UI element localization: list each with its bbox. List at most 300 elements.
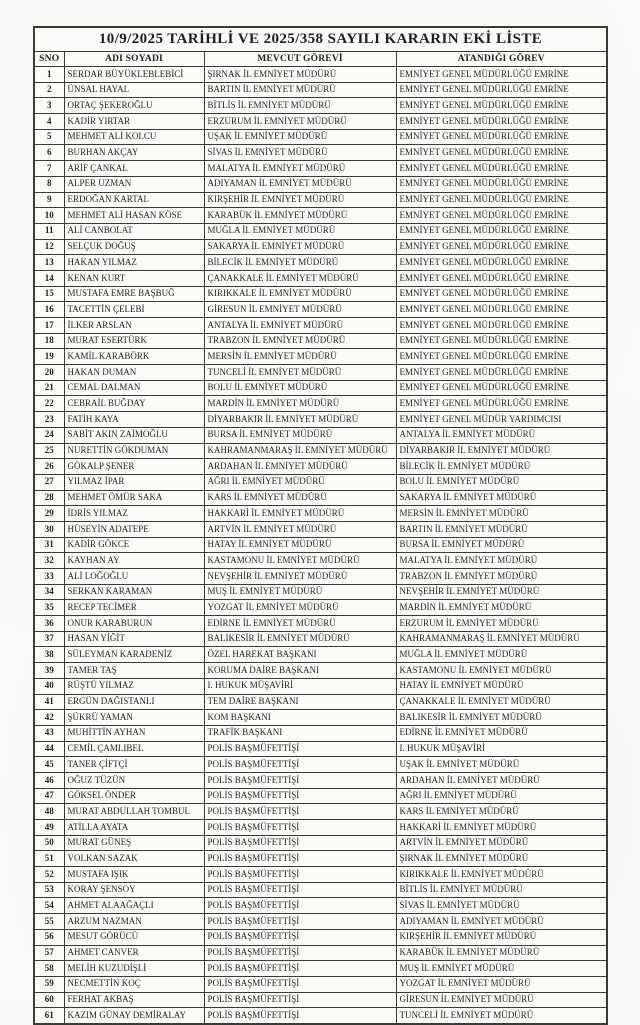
row-sno: 17 (34, 318, 64, 334)
row-sno: 30 (34, 521, 64, 537)
row-assigned-duty: ANTALYA İL EMNİYET MÜDÜRÜ (396, 427, 607, 443)
row-sno: 24 (34, 427, 64, 443)
row-sno: 46 (34, 772, 64, 788)
row-current-duty: MALATYA İL EMNİYET MÜDÜRÜ (204, 161, 396, 177)
row-name: CEMAL DALMAN (64, 380, 204, 396)
row-sno: 19 (34, 349, 64, 365)
row-current-duty: ERZURUM İL EMNİYET MÜDÜRÜ (204, 114, 396, 130)
row-assigned-duty: MALATYA İL EMNİYET MÜDÜRÜ (396, 553, 607, 569)
row-assigned-duty: EDİRNE İL EMNİYET MÜDÜRÜ (396, 725, 607, 741)
row-sno: 60 (34, 992, 64, 1008)
table-row (34, 741, 607, 757)
table-row (34, 882, 607, 898)
row-name: ÜNSAL HAYAL (64, 82, 204, 98)
row-current-duty: POLİS BAŞMÜFETTİŞİ (204, 741, 396, 757)
row-current-duty: BİLECİK İL EMNİYET MÜDÜRÜ (204, 255, 396, 271)
table-row (34, 804, 607, 820)
row-current-duty: POLİS BAŞMÜFETTİŞİ (204, 804, 396, 820)
table-row (34, 757, 607, 773)
row-current-duty: POLİS BAŞMÜFETTİŞİ (204, 820, 396, 836)
row-name: SERKAN KARAMAN (64, 584, 204, 600)
row-sno: 40 (34, 678, 64, 694)
table-row (34, 380, 607, 396)
row-assigned-duty: KAHRAMANMARAŞ İL EMNİYET MÜDÜRÜ (396, 631, 607, 647)
row-sno: 1 (34, 67, 64, 83)
header-row (34, 52, 607, 67)
row-current-duty: UŞAK İL EMNİYET MÜDÜRÜ (204, 129, 396, 145)
row-current-duty: SAKARYA İL EMNİYET MÜDÜRÜ (204, 239, 396, 255)
row-assigned-duty: BOLU İL EMNİYET MÜDÜRÜ (396, 474, 607, 490)
row-sno: 9 (34, 192, 64, 208)
title-row (34, 27, 607, 52)
row-sno: 35 (34, 600, 64, 616)
row-current-duty: DİYARBAKIR İL EMNİYET MÜDÜRÜ (204, 412, 396, 428)
row-sno: 4 (34, 114, 64, 130)
row-current-duty: AĞRI İL EMNİYET MÜDÜRÜ (204, 474, 396, 490)
table-row (34, 725, 607, 741)
table-row (34, 867, 607, 883)
row-current-duty: ADIYAMAN İL EMNİYET MÜDÜRÜ (204, 176, 396, 192)
row-name: KADİR GÖKCE (64, 537, 204, 553)
row-name: ALİ LOĞOĞLU (64, 569, 204, 585)
row-sno: 58 (34, 961, 64, 977)
table-row (34, 412, 607, 428)
row-name: ARZUM NAZMAN (64, 914, 204, 930)
row-current-duty: KAHRAMANMARAŞ İL EMNİYET MÜDÜRÜ (204, 443, 396, 459)
table-row (34, 820, 607, 836)
row-current-duty: GİRESUN İL EMNİYET MÜDÜRÜ (204, 302, 396, 318)
row-current-duty: HATAY İL EMNİYET MÜDÜRÜ (204, 537, 396, 553)
row-assigned-duty: NEVŞEHİR İL EMNİYET MÜDÜRÜ (396, 584, 607, 600)
row-sno: 3 (34, 98, 64, 114)
row-assigned-duty: BARTIN İL EMNİYET MÜDÜRÜ (396, 521, 607, 537)
table-row (34, 145, 607, 161)
table-row (34, 443, 607, 459)
row-sno: 8 (34, 176, 64, 192)
row-name: TANER ÇİFTÇİ (64, 757, 204, 773)
row-sno: 53 (34, 882, 64, 898)
table-row (34, 851, 607, 867)
table-row (34, 631, 607, 647)
row-sno: 20 (34, 365, 64, 381)
row-name: ORTAÇ ŞEKEROĞLU (64, 98, 204, 114)
row-sno: 33 (34, 569, 64, 585)
row-name: BURHAN AKÇAY (64, 145, 204, 161)
row-name: RÜŞTÜ YILMAZ (64, 678, 204, 694)
row-current-duty: POLİS BAŞMÜFETTİŞİ (204, 976, 396, 992)
row-assigned-duty: MUĞLA İL EMNİYET MÜDÜRÜ (396, 647, 607, 663)
row-assigned-duty: DİYARBAKIR İL EMNİYET MÜDÜRÜ (396, 443, 607, 459)
row-sno: 41 (34, 694, 64, 710)
row-current-duty: POLİS BAŞMÜFETTİŞİ (204, 867, 396, 883)
table-row (34, 129, 607, 145)
table-row (34, 192, 607, 208)
row-sno: 7 (34, 161, 64, 177)
row-sno: 26 (34, 459, 64, 475)
row-assigned-duty: EMNİYET GENEL MÜDÜRLÜĞÜ EMRİNE (396, 396, 607, 412)
row-name: OĞUZ TÜZÜN (64, 772, 204, 788)
row-current-duty: BURSA İL EMNİYET MÜDÜRÜ (204, 427, 396, 443)
row-current-duty: EDİRNE İL EMNİYET MÜDÜRÜ (204, 616, 396, 632)
row-name: ATİLLA AYATA (64, 820, 204, 836)
row-name: KORAY ŞENSOY (64, 882, 204, 898)
row-sno: 32 (34, 553, 64, 569)
row-name: MURAT GÜNEŞ (64, 835, 204, 851)
row-current-duty: POLİS BAŞMÜFETTİŞİ (204, 914, 396, 930)
row-assigned-duty: EMNİYET GENEL MÜDÜRLÜĞÜ EMRİNE (396, 318, 607, 334)
row-name: SERDAR BÜYÜKLEBLEBİCİ (64, 67, 204, 83)
row-assigned-duty: KARS İL EMNİYET MÜDÜRÜ (396, 804, 607, 820)
row-current-duty: MARDİN İL EMNİYET MÜDÜRÜ (204, 396, 396, 412)
row-sno: 11 (34, 223, 64, 239)
column-header-sno: SNO (34, 52, 64, 67)
row-current-duty: KOM BAŞKANI (204, 710, 396, 726)
row-sno: 42 (34, 710, 64, 726)
row-name: TACETTİN ÇELEBİ (64, 302, 204, 318)
row-name: YILMAZ İPAR (64, 474, 204, 490)
row-name: MURAT ESERTÜRK (64, 333, 204, 349)
row-assigned-duty: GİRESUN İL EMNİYET MÜDÜRÜ (396, 992, 607, 1008)
row-name: VOLKAN SAZAK (64, 851, 204, 867)
row-name: ARİF ÇANKAL (64, 161, 204, 177)
row-name: KENAN KURT (64, 270, 204, 286)
row-current-duty: POLİS BAŞMÜFETTİŞİ (204, 992, 396, 1008)
row-current-duty: POLİS BAŞMÜFETTİŞİ (204, 788, 396, 804)
row-name: HAKAN YILMAZ (64, 255, 204, 271)
row-current-duty: BARTIN İL EMNİYET MÜDÜRÜ (204, 82, 396, 98)
table-row (34, 506, 607, 522)
row-assigned-duty: EMNİYET GENEL MÜDÜR YARDIMCISI (396, 412, 607, 428)
row-assigned-duty: ARTVİN İL EMNİYET MÜDÜRÜ (396, 835, 607, 851)
row-sno: 28 (34, 490, 64, 506)
row-current-duty: ANTALYA İL EMNİYET MÜDÜRÜ (204, 318, 396, 334)
row-current-duty: BİTLİS İL EMNİYET MÜDÜRÜ (204, 98, 396, 114)
row-current-duty: POLİS BAŞMÜFETTİŞİ (204, 929, 396, 945)
row-assigned-duty: EMNİYET GENEL MÜDÜRLÜĞÜ EMRİNE (396, 208, 607, 224)
row-name: KAMİL KARABÖRK (64, 349, 204, 365)
row-sno: 52 (34, 867, 64, 883)
table-row (34, 82, 607, 98)
row-assigned-duty: EMNİYET GENEL MÜDÜRLÜĞÜ EMRİNE (396, 255, 607, 271)
table-row (34, 945, 607, 961)
row-name: MEHMET ÖMÜR SAKA (64, 490, 204, 506)
table-row (34, 318, 607, 334)
row-name: MUHİTTİN AYHAN (64, 725, 204, 741)
row-current-duty: POLİS BAŞMÜFETTİŞİ (204, 835, 396, 851)
row-assigned-duty: BALIKESİR İL EMNİYET MÜDÜRÜ (396, 710, 607, 726)
row-assigned-duty: EMNİYET GENEL MÜDÜRLÜĞÜ EMRİNE (396, 239, 607, 255)
row-assigned-duty: YOZGAT İL EMNİYET MÜDÜRÜ (396, 976, 607, 992)
row-assigned-duty: EMNİYET GENEL MÜDÜRLÜĞÜ EMRİNE (396, 161, 607, 177)
assignment-table-body (34, 67, 607, 1024)
row-current-duty: POLİS BAŞMÜFETTİŞİ (204, 757, 396, 773)
row-current-duty: TRABZON İL EMNİYET MÜDÜRÜ (204, 333, 396, 349)
column-header-name: ADI SOYADI (64, 52, 204, 67)
row-sno: 18 (34, 333, 64, 349)
row-sno: 44 (34, 741, 64, 757)
row-sno: 22 (34, 396, 64, 412)
row-assigned-duty: TRABZON İL EMNİYET MÜDÜRÜ (396, 569, 607, 585)
table-row (34, 270, 607, 286)
row-assigned-duty: EMNİYET GENEL MÜDÜRLÜĞÜ EMRİNE (396, 380, 607, 396)
row-assigned-duty: UŞAK İL EMNİYET MÜDÜRÜ (396, 757, 607, 773)
row-name: MEHMET ALİ KOLCU (64, 129, 204, 145)
column-header-assigned-duty: ATANDIĞI GÖREV (396, 52, 607, 67)
row-name: FERHAT AKBAŞ (64, 992, 204, 1008)
row-name: HASAN YİĞİT (64, 631, 204, 647)
row-assigned-duty: MARDİN İL EMNİYET MÜDÜRÜ (396, 600, 607, 616)
row-assigned-duty: MERSİN İL EMNİYET MÜDÜRÜ (396, 506, 607, 522)
row-name: ALPER UZMAN (64, 176, 204, 192)
table-row (34, 474, 607, 490)
assignment-table (33, 26, 608, 1025)
row-current-duty: BOLU İL EMNİYET MÜDÜRÜ (204, 380, 396, 396)
row-sno: 36 (34, 616, 64, 632)
row-name: NECMETTİN KOÇ (64, 976, 204, 992)
table-row (34, 914, 607, 930)
table-row (34, 365, 607, 381)
row-current-duty: TRAFİK BAŞKANI (204, 725, 396, 741)
table-row (34, 176, 607, 192)
table-row (34, 600, 607, 616)
row-current-duty: MERSİN İL EMNİYET MÜDÜRÜ (204, 349, 396, 365)
row-assigned-duty: MUŞ İL EMNİYET MÜDÜRÜ (396, 961, 607, 977)
document-title: 10/9/2025 TARİHLİ VE 2025/358 SAYILI KARARIN EKİ LİSTE (34, 27, 607, 52)
row-sno: 45 (34, 757, 64, 773)
row-sno: 49 (34, 820, 64, 836)
row-assigned-duty: HATAY İL EMNİYET MÜDÜRÜ (396, 678, 607, 694)
table-row (34, 992, 607, 1008)
table-row (34, 208, 607, 224)
table-row (34, 161, 607, 177)
table-row (34, 521, 607, 537)
row-sno: 57 (34, 945, 64, 961)
table-row (34, 1008, 607, 1024)
row-current-duty: HAKKARİ İL EMNİYET MÜDÜRÜ (204, 506, 396, 522)
row-sno: 31 (34, 537, 64, 553)
row-current-duty: ÇANAKKALE İL EMNİYET MÜDÜRÜ (204, 270, 396, 286)
row-assigned-duty: EMNİYET GENEL MÜDÜRLÜĞÜ EMRİNE (396, 333, 607, 349)
table-row (34, 349, 607, 365)
row-sno: 13 (34, 255, 64, 271)
row-assigned-duty: EMNİYET GENEL MÜDÜRLÜĞÜ EMRİNE (396, 286, 607, 302)
table-row (34, 333, 607, 349)
row-sno: 2 (34, 82, 64, 98)
row-assigned-duty: HAKKARİ İL EMNİYET MÜDÜRÜ (396, 820, 607, 836)
row-current-duty: MUŞ İL EMNİYET MÜDÜRÜ (204, 584, 396, 600)
row-assigned-duty: KIRŞEHİR İL EMNİYET MÜDÜRÜ (396, 929, 607, 945)
table-row (34, 427, 607, 443)
row-name: GÖKALP ŞENER (64, 459, 204, 475)
row-sno: 56 (34, 929, 64, 945)
row-name: ALİ CANBOLAT (64, 223, 204, 239)
row-assigned-duty: ÇANAKKALE İL EMNİYET MÜDÜRÜ (396, 694, 607, 710)
row-assigned-duty: SAKARYA İL EMNİYET MÜDÜRÜ (396, 490, 607, 506)
row-name: RECEP TECİMER (64, 600, 204, 616)
row-assigned-duty: BİLECİK İL EMNİYET MÜDÜRÜ (396, 459, 607, 475)
row-name: TAMER TAŞ (64, 663, 204, 679)
row-name: CEBRAİL BUĞDAY (64, 396, 204, 412)
row-assigned-duty: EMNİYET GENEL MÜDÜRLÜĞÜ EMRİNE (396, 176, 607, 192)
row-assigned-duty: EMNİYET GENEL MÜDÜRLÜĞÜ EMRİNE (396, 114, 607, 130)
table-row (34, 67, 607, 83)
table-row (34, 898, 607, 914)
row-sno: 14 (34, 270, 64, 286)
table-row (34, 710, 607, 726)
row-name: MELİH KUZUDİŞLİ (64, 961, 204, 977)
row-assigned-duty: I. HUKUK MÜŞAVİRİ (396, 741, 607, 757)
row-sno: 34 (34, 584, 64, 600)
row-assigned-duty: EMNİYET GENEL MÜDÜRLÜĞÜ EMRİNE (396, 145, 607, 161)
row-assigned-duty: TUNCELİ İL EMNİYET MÜDÜRÜ (396, 1008, 607, 1024)
row-assigned-duty: ŞIRNAK İL EMNİYET MÜDÜRÜ (396, 851, 607, 867)
row-assigned-duty: EMNİYET GENEL MÜDÜRLÜĞÜ EMRİNE (396, 67, 607, 83)
row-name: İLKER ARSLAN (64, 318, 204, 334)
row-name: HÜSEYİN ADATEPE (64, 521, 204, 537)
row-current-duty: ŞIRNAK İL EMNİYET MÜDÜRÜ (204, 67, 396, 83)
table-row (34, 647, 607, 663)
row-current-duty: TEM DAİRE BAŞKANI (204, 694, 396, 710)
table-row (34, 976, 607, 992)
table-row (34, 255, 607, 271)
row-sno: 27 (34, 474, 64, 490)
row-current-duty: ÖZEL HAREKAT BAŞKANI (204, 647, 396, 663)
row-name: MESUT GÖRÜCÜ (64, 929, 204, 945)
row-name: AHMET ALAAĞAÇLI (64, 898, 204, 914)
row-assigned-duty: BURSA İL EMNİYET MÜDÜRÜ (396, 537, 607, 553)
row-assigned-duty: AĞRI İL EMNİYET MÜDÜRÜ (396, 788, 607, 804)
row-current-duty: POLİS BAŞMÜFETTİŞİ (204, 882, 396, 898)
row-sno: 37 (34, 631, 64, 647)
table-row (34, 569, 607, 585)
table-row (34, 396, 607, 412)
row-current-duty: KASTAMONU İL EMNİYET MÜDÜRÜ (204, 553, 396, 569)
row-assigned-duty: ADIYAMAN İL EMNİYET MÜDÜRÜ (396, 914, 607, 930)
column-header-current-duty: MEVCUT GÖREVİ (204, 52, 396, 67)
row-name: ONUR KARABURUN (64, 616, 204, 632)
row-name: GÖKSEL ÖNDER (64, 788, 204, 804)
row-assigned-duty: KARABÜK İL EMNİYET MÜDÜRÜ (396, 945, 607, 961)
row-assigned-duty: KIRIKKALE İL EMNİYET MÜDÜRÜ (396, 867, 607, 883)
row-assigned-duty: EMNİYET GENEL MÜDÜRLÜĞÜ EMRİNE (396, 349, 607, 365)
row-name: AHMET CANVER (64, 945, 204, 961)
row-sno: 50 (34, 835, 64, 851)
table-row (34, 537, 607, 553)
row-assigned-duty: SİVAS İL EMNİYET MÜDÜRÜ (396, 898, 607, 914)
table-row (34, 490, 607, 506)
row-current-duty: BALIKESİR İL EMNİYET MÜDÜRÜ (204, 631, 396, 647)
table-row (34, 961, 607, 977)
row-sno: 16 (34, 302, 64, 318)
row-current-duty: POLİS BAŞMÜFETTİŞİ (204, 772, 396, 788)
row-name: KADİR YIRTAR (64, 114, 204, 130)
row-name: MUSTAFA EMRE BAŞBUĞ (64, 286, 204, 302)
row-sno: 47 (34, 788, 64, 804)
row-assigned-duty: ARDAHAN İL EMNİYET MÜDÜRÜ (396, 772, 607, 788)
table-row (34, 459, 607, 475)
row-name: SELÇUK DOĞUŞ (64, 239, 204, 255)
row-current-duty: POLİS BAŞMÜFETTİŞİ (204, 945, 396, 961)
row-current-duty: POLİS BAŞMÜFETTİŞİ (204, 961, 396, 977)
row-current-duty: ARDAHAN İL EMNİYET MÜDÜRÜ (204, 459, 396, 475)
row-name: HAKAN DUMAN (64, 365, 204, 381)
row-sno: 39 (34, 663, 64, 679)
row-name: MUSTAFA IŞIK (64, 867, 204, 883)
row-sno: 38 (34, 647, 64, 663)
row-assigned-duty: KASTAMONU İL EMNİYET MÜDÜRÜ (396, 663, 607, 679)
row-name: FATİH KAYA (64, 412, 204, 428)
row-name: NURETTİN GÖKDUMAN (64, 443, 204, 459)
table-row (34, 239, 607, 255)
row-sno: 10 (34, 208, 64, 224)
table-row (34, 788, 607, 804)
table-row (34, 584, 607, 600)
row-sno: 29 (34, 506, 64, 522)
row-current-duty: KARABÜK İL EMNİYET MÜDÜRÜ (204, 208, 396, 224)
row-name: SÜLEYMAN KARADENİZ (64, 647, 204, 663)
row-current-duty: KORUMA DAİRE BAŞKANI (204, 663, 396, 679)
row-name: MURAT ABDULLAH TOMBUL (64, 804, 204, 820)
row-current-duty: NEVŞEHİR İL EMNİYET MÜDÜRÜ (204, 569, 396, 585)
row-current-duty: TUNCELİ İL EMNİYET MÜDÜRÜ (204, 365, 396, 381)
table-row (34, 286, 607, 302)
row-sno: 59 (34, 976, 64, 992)
row-sno: 5 (34, 129, 64, 145)
row-sno: 51 (34, 851, 64, 867)
row-current-duty: ARTVİN İL EMNİYET MÜDÜRÜ (204, 521, 396, 537)
row-assigned-duty: BİTLİS İL EMNİYET MÜDÜRÜ (396, 882, 607, 898)
row-sno: 54 (34, 898, 64, 914)
table-row (34, 694, 607, 710)
row-current-duty: SİVAS İL EMNİYET MÜDÜRÜ (204, 145, 396, 161)
table-row (34, 114, 607, 130)
row-current-duty: KIRŞEHİR İL EMNİYET MÜDÜRÜ (204, 192, 396, 208)
row-sno: 48 (34, 804, 64, 820)
table-row (34, 929, 607, 945)
row-name: ERGÜN DAĞISTANLI (64, 694, 204, 710)
row-sno: 15 (34, 286, 64, 302)
row-name: ERDOĞAN KARTAL (64, 192, 204, 208)
table-row (34, 616, 607, 632)
row-name: İDRİS YILMAZ (64, 506, 204, 522)
row-sno: 6 (34, 145, 64, 161)
table-row (34, 678, 607, 694)
table-row (34, 223, 607, 239)
row-assigned-duty: EMNİYET GENEL MÜDÜRLÜĞÜ EMRİNE (396, 302, 607, 318)
row-name: CEMİL ÇAMLIBEL (64, 741, 204, 757)
row-assigned-duty: EMNİYET GENEL MÜDÜRLÜĞÜ EMRİNE (396, 223, 607, 239)
row-assigned-duty: EMNİYET GENEL MÜDÜRLÜĞÜ EMRİNE (396, 192, 607, 208)
row-current-duty: MUĞLA İL EMNİYET MÜDÜRÜ (204, 223, 396, 239)
row-current-duty: POLİS BAŞMÜFETTİŞİ (204, 898, 396, 914)
row-assigned-duty: EMNİYET GENEL MÜDÜRLÜĞÜ EMRİNE (396, 129, 607, 145)
row-current-duty: POLİS BAŞMÜFETTİŞİ (204, 851, 396, 867)
table-row (34, 98, 607, 114)
row-name: SABİT AKIN ZAİMOĞLU (64, 427, 204, 443)
row-assigned-duty: ERZURUM İL EMNİYET MÜDÜRÜ (396, 616, 607, 632)
row-assigned-duty: EMNİYET GENEL MÜDÜRLÜĞÜ EMRİNE (396, 98, 607, 114)
row-sno: 21 (34, 380, 64, 396)
table-row (34, 553, 607, 569)
row-name: KAYHAN AY (64, 553, 204, 569)
row-name: KAZIM GÜNAY DEMİRALAY (64, 1008, 204, 1024)
table-row (34, 772, 607, 788)
row-current-duty: KIRIKKALE İL EMNİYET MÜDÜRÜ (204, 286, 396, 302)
row-sno: 43 (34, 725, 64, 741)
row-assigned-duty: EMNİYET GENEL MÜDÜRLÜĞÜ EMRİNE (396, 270, 607, 286)
row-sno: 25 (34, 443, 64, 459)
row-current-duty: YOZGAT İL EMNİYET MÜDÜRÜ (204, 600, 396, 616)
